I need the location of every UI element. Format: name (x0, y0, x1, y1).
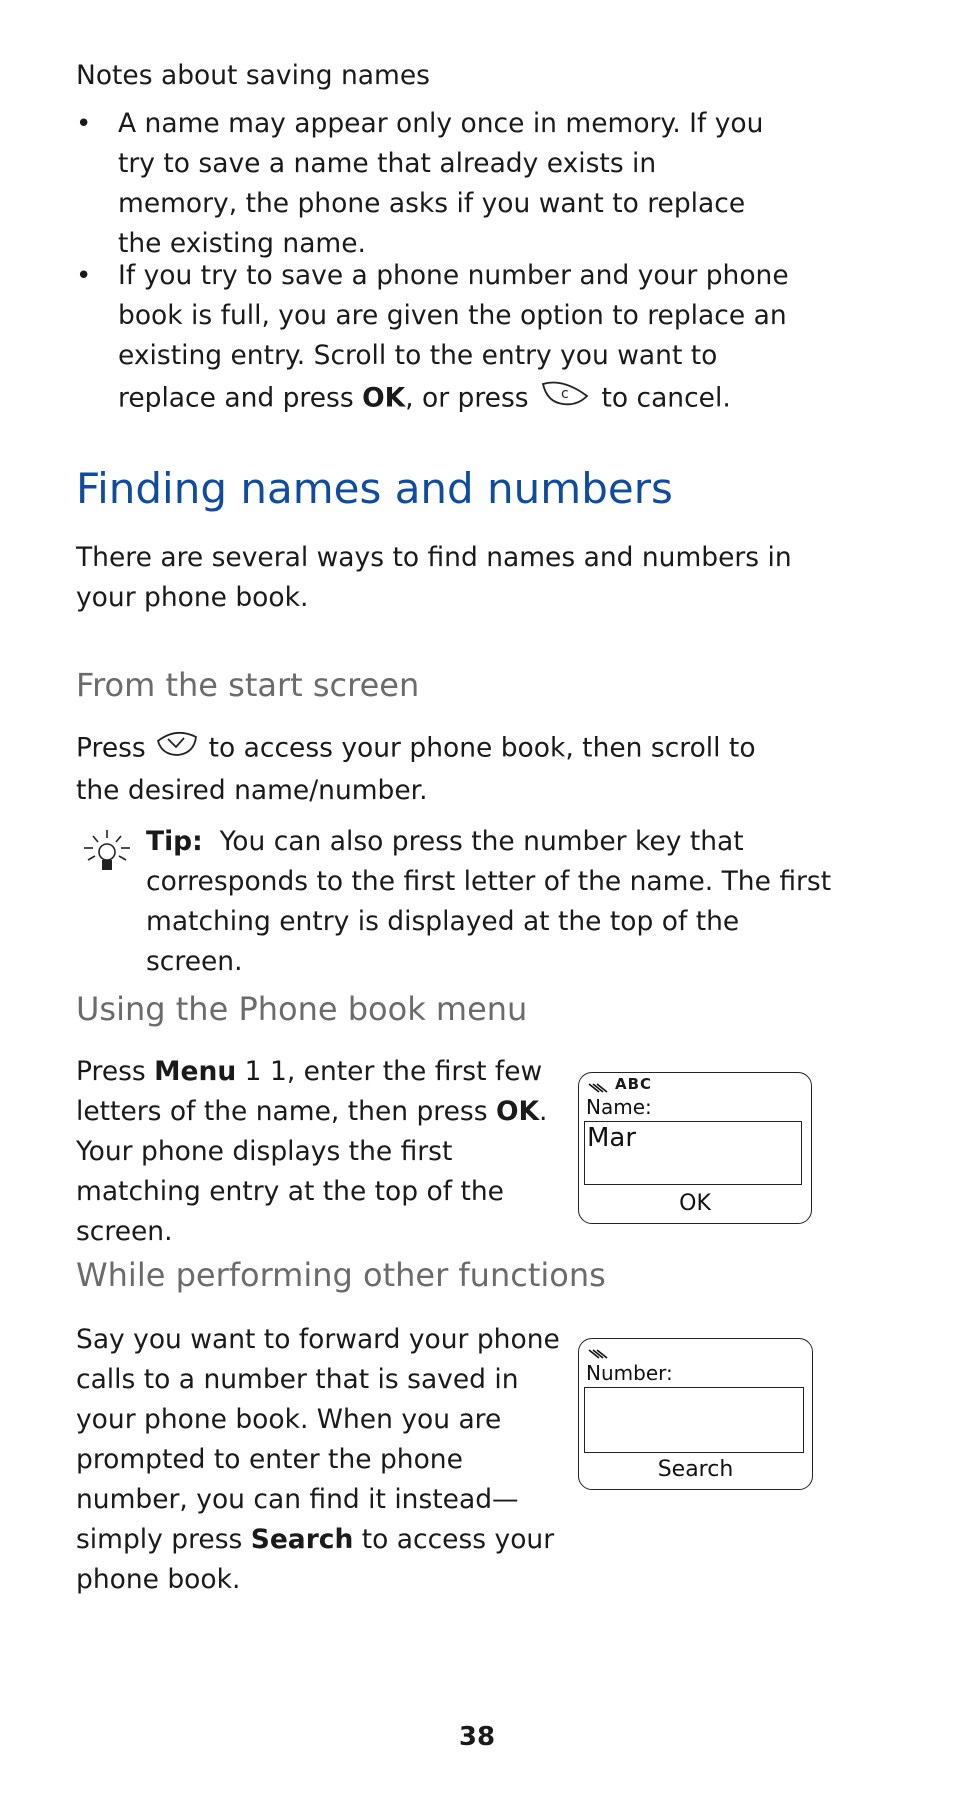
ok-key-label: OK (495, 1096, 539, 1127)
screen-field-label: Number: (586, 1361, 673, 1385)
finding-title: Finding names and numbers (76, 464, 673, 513)
softkey-search[interactable]: Search (657, 1457, 734, 1482)
ok-key-label: OK (362, 382, 406, 414)
svg-text:c: c (561, 386, 569, 402)
softkey-ok[interactable]: OK (679, 1191, 711, 1216)
notes-heading: Notes about saving names (76, 60, 430, 91)
notes-bullet-1 (76, 104, 776, 264)
navi-down-key-icon (154, 727, 200, 771)
menu-section-text: Press Menu 1 1, enter the first few letters of the name, then press OK. Your phone displays the first matching entry at the top of the screen. (76, 1056, 548, 1247)
text-mode-indicator: ABC (615, 1075, 653, 1093)
tip-text: Tip: You can also press the number key that corresponds to the first letter of the name. The first matching entry is displayed at the top of the screen. (146, 826, 832, 977)
screen-field-label: Name: (586, 1095, 652, 1119)
other-functions-title: While performing other functions (76, 1256, 606, 1294)
finding-intro: There are several ways to find names and numbers in your phone book. (76, 542, 792, 613)
start-screen-text: Press to access your phone book, then scroll to the desired name/number. (76, 727, 796, 811)
phone-screen-number (578, 1338, 813, 1490)
menu-section-title: Using the Phone book menu (76, 990, 528, 1028)
name-input-value: Mar (587, 1123, 637, 1153)
notes-bullet-2 (76, 256, 796, 422)
bullet-1-text: A name may appear only once in memory. If you try to save a name that already exists in memory, the phone asks if you want to replace the existing name. (118, 108, 764, 259)
search-key-label: Search (250, 1524, 354, 1555)
bullet-2-text: If you try to save a phone number and your phone book is full, you are given the option to replace an existing entry. Scroll to the entry you want to replace and press OK, or press c to cancel. (118, 256, 796, 422)
bullet-icon: • (76, 109, 92, 139)
other-functions-text: Say you want to forward your phone calls to a number that is saved in your phone book. When you are prompted to enter the phone number, you can find it instead—simply press Search to access your phone book. (76, 1324, 560, 1595)
clear-key-icon (537, 376, 593, 422)
number-input-box[interactable] (584, 1387, 804, 1453)
page-number: 38 (458, 1722, 496, 1752)
tip-label: Tip: (146, 826, 203, 857)
tip-lightbulb-icon (82, 828, 132, 878)
menu-key-label: Menu (154, 1056, 237, 1087)
phone-screen-name-search (578, 1072, 812, 1224)
bullet-icon: • (76, 261, 92, 291)
start-screen-title: From the start screen (76, 666, 420, 704)
